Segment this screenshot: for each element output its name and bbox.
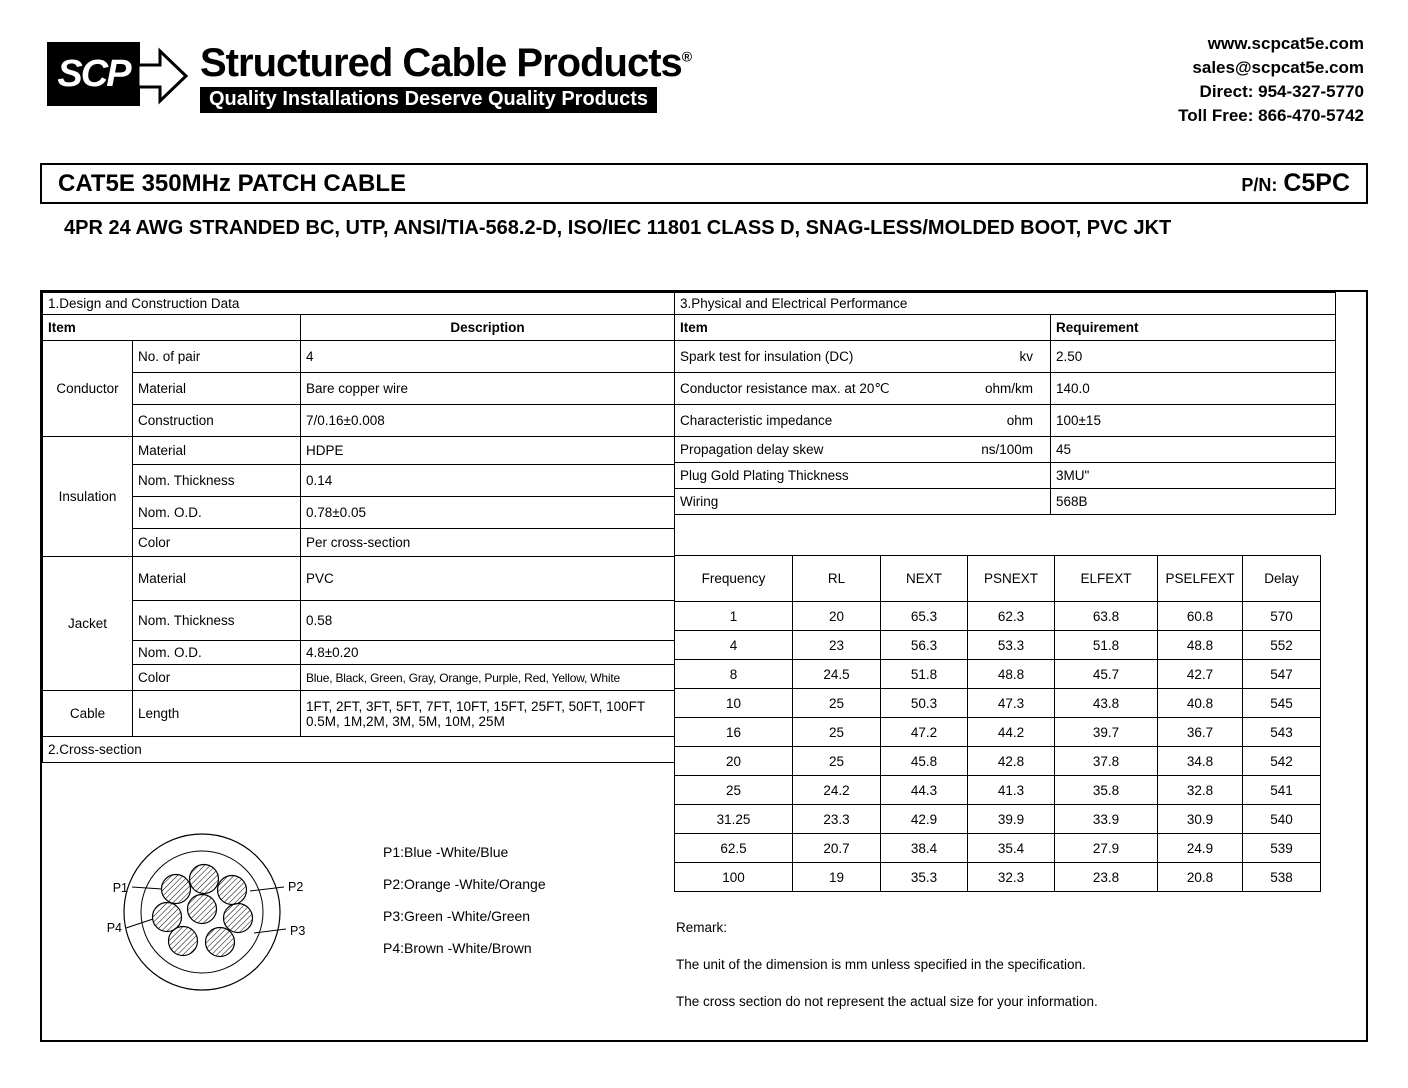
perf-value-cell: 31.25 [675, 805, 793, 834]
design-item-cell: Color [133, 665, 301, 691]
brand-name [200, 42, 691, 84]
design-desc-cell: Per cross-section [301, 529, 675, 557]
perf-value-cell: 44.3 [881, 776, 968, 805]
part-number [1241, 169, 1350, 198]
perf-value-cell: 552 [1243, 631, 1321, 660]
brand-block [200, 42, 691, 113]
main-frame [40, 290, 1368, 1042]
perf-value-cell: 40.8 [1158, 689, 1243, 718]
physical-item-cell [675, 437, 1051, 463]
contact-tollfree-phone: Toll Free: 866-470-5742 [1178, 106, 1364, 125]
perf-value-cell: 19 [793, 863, 881, 892]
perf-value-cell: 543 [1243, 718, 1321, 747]
perf-header-delay: Delay [1243, 556, 1321, 602]
physical-item-cell [675, 463, 1051, 489]
registered-mark: ® [681, 48, 692, 65]
perf-value-cell: 541 [1243, 776, 1321, 805]
header-logo-area [47, 42, 691, 113]
perf-value-cell: 35.3 [881, 863, 968, 892]
perf-value-cell: 25 [793, 747, 881, 776]
pair-label-p3: P3 [290, 924, 306, 938]
remark-label: Remark: [676, 920, 728, 935]
design-desc-cell: 0.78±0.05 [301, 497, 675, 529]
perf-value-cell: 51.8 [1055, 631, 1158, 660]
contact-info [1178, 32, 1364, 128]
title-bar [40, 163, 1368, 204]
section-title-physical: 3.Physical and Electrical Performance [675, 293, 1336, 315]
perf-value-cell: 32.8 [1158, 776, 1243, 805]
legend-line-p3: P3:Green -White/Green [383, 908, 531, 924]
perf-value-cell: 8 [675, 660, 793, 689]
perf-value-cell: 50.3 [881, 689, 968, 718]
physical-item-label: Characteristic impedance [680, 413, 833, 428]
perf-value-cell: 570 [1243, 602, 1321, 631]
perf-value-cell: 25 [793, 689, 881, 718]
design-group-conductor: Conductor [43, 341, 133, 437]
pair-color-legend [383, 844, 546, 972]
physical-header-requirement: Requirement [1051, 315, 1336, 341]
perf-value-cell: 42.9 [881, 805, 968, 834]
physical-item-label: Propagation delay skew [680, 442, 824, 457]
perf-value-cell: 35.8 [1055, 776, 1158, 805]
physical-performance-table [674, 292, 1336, 515]
scp-logo [47, 42, 140, 106]
perf-value-cell: 35.4 [968, 834, 1055, 863]
physical-req-cell: 568B [1051, 489, 1336, 515]
design-item-cell: Color [133, 529, 301, 557]
design-construction-table [42, 292, 675, 763]
perf-value-cell: 36.7 [1158, 718, 1243, 747]
perf-value-cell: 62.5 [675, 834, 793, 863]
perf-value-cell: 16 [675, 718, 793, 747]
perf-header-rl: RL [793, 556, 881, 602]
perf-value-cell: 42.7 [1158, 660, 1243, 689]
physical-item-label: Spark test for insulation (DC) [680, 349, 854, 364]
perf-value-cell: 545 [1243, 689, 1321, 718]
perf-value-cell: 33.9 [1055, 805, 1158, 834]
design-item-cell: Material [133, 373, 301, 405]
design-group-jacket: Jacket [43, 557, 133, 691]
design-item-cell: Nom. O.D. [133, 641, 301, 665]
pair-label-p2: P2 [288, 880, 304, 894]
perf-value-cell: 47.2 [881, 718, 968, 747]
perf-value-cell: 25 [675, 776, 793, 805]
design-desc-cell: HDPE [301, 437, 675, 465]
perf-value-cell: 48.8 [1158, 631, 1243, 660]
perf-header-elfext: ELFEXT [1055, 556, 1158, 602]
part-number-label: P/N: [1241, 175, 1278, 195]
physical-item-cell [675, 405, 1051, 437]
perf-value-cell: 48.8 [968, 660, 1055, 689]
design-desc-cell: 0.14 [301, 465, 675, 497]
design-desc-cell: 7/0.16±0.008 [301, 405, 675, 437]
perf-header-next: NEXT [881, 556, 968, 602]
perf-value-cell: 34.8 [1158, 747, 1243, 776]
legend-line-p1: P1:Blue -White/Blue [383, 844, 509, 860]
cable-length-line1: 1FT, 2FT, 3FT, 5FT, 7FT, 10FT, 15FT, 25FT, 50FT, 100FT [306, 698, 646, 714]
physical-req-cell: 2.50 [1051, 341, 1336, 373]
frequency-performance-table [674, 555, 1321, 892]
perf-value-cell: 32.3 [968, 863, 1055, 892]
physical-req-cell: 45 [1051, 437, 1336, 463]
perf-header-pselfext: PSELFEXT [1158, 556, 1243, 602]
perf-value-cell: 65.3 [881, 602, 968, 631]
perf-value-cell: 20 [675, 747, 793, 776]
perf-value-cell: 24.9 [1158, 834, 1243, 863]
physical-item-cell [675, 341, 1051, 373]
perf-value-cell: 24.5 [793, 660, 881, 689]
design-desc-cell: PVC [301, 557, 675, 601]
remark-line-2: The cross section do not represent the actual size for your information. [676, 994, 1098, 1009]
physical-unit-label: kv [1019, 349, 1033, 364]
legend-line-p4: P4:Brown -White/Brown [383, 940, 532, 956]
perf-value-cell: 20 [793, 602, 881, 631]
design-item-cell: Material [133, 437, 301, 465]
design-desc-cell: Blue, Black, Green, Gray, Orange, Purple, Red, Yellow, White [301, 665, 675, 691]
brand-tagline: Quality Installations Deserve Quality Products [200, 87, 657, 113]
brand-name-text: Structured Cable Products [200, 41, 682, 85]
perf-header-frequency: Frequency [675, 556, 793, 602]
design-item-cell: Material [133, 557, 301, 601]
perf-value-cell: 539 [1243, 834, 1321, 863]
design-item-cell: Nom. Thickness [133, 465, 301, 497]
perf-value-cell: 44.2 [968, 718, 1055, 747]
physical-unit-label: ns/100m [981, 442, 1033, 457]
section-title-design: 1.Design and Construction Data [43, 293, 675, 315]
perf-value-cell: 39.9 [968, 805, 1055, 834]
perf-value-cell: 547 [1243, 660, 1321, 689]
perf-value-cell: 47.3 [968, 689, 1055, 718]
perf-value-cell: 10 [675, 689, 793, 718]
design-header-item: Item [43, 315, 301, 341]
perf-value-cell: 20.8 [1158, 863, 1243, 892]
contact-website: www.scpcat5e.com [1207, 34, 1364, 53]
design-group-cable: Cable [43, 691, 133, 737]
perf-value-cell: 23.3 [793, 805, 881, 834]
perf-value-cell: 39.7 [1055, 718, 1158, 747]
perf-value-cell: 538 [1243, 863, 1321, 892]
perf-value-cell: 53.3 [968, 631, 1055, 660]
perf-value-cell: 4 [675, 631, 793, 660]
perf-value-cell: 43.8 [1055, 689, 1158, 718]
design-desc-cell [301, 691, 675, 737]
perf-value-cell: 100 [675, 863, 793, 892]
design-item-cell: No. of pair [133, 341, 301, 373]
physical-unit-label: ohm [1006, 413, 1033, 428]
physical-header-item: Item [675, 315, 1051, 341]
perf-value-cell: 24.2 [793, 776, 881, 805]
design-desc-cell: 4.8±0.20 [301, 641, 675, 665]
contact-email: sales@scpcat5e.com [1192, 58, 1364, 77]
design-item-cell: Nom. O.D. [133, 497, 301, 529]
design-item-cell: Nom. Thickness [133, 601, 301, 641]
perf-value-cell: 540 [1243, 805, 1321, 834]
physical-unit-label: ohm/km [984, 380, 1033, 396]
physical-item-label: Conductor resistance max. at 20℃ [680, 380, 890, 396]
contact-direct-phone: Direct: 954-327-5770 [1199, 82, 1364, 101]
perf-value-cell: 56.3 [881, 631, 968, 660]
design-desc-cell: 0.58 [301, 601, 675, 641]
design-header-description: Description [301, 315, 675, 341]
right-column [674, 292, 1366, 1040]
design-desc-cell: 4 [301, 341, 675, 373]
physical-item-cell [675, 489, 1051, 515]
perf-value-cell: 63.8 [1055, 602, 1158, 631]
product-title: CAT5E 350MHz PATCH CABLE [58, 169, 407, 197]
perf-value-cell: 45.8 [881, 747, 968, 776]
perf-value-cell: 20.7 [793, 834, 881, 863]
perf-value-cell: 45.7 [1055, 660, 1158, 689]
legend-line-p2: P2:Orange -White/Orange [383, 876, 546, 892]
physical-item-label: Wiring [680, 494, 719, 509]
arrow-right-icon [136, 44, 190, 108]
remark-section [676, 920, 1098, 1009]
perf-value-cell: 30.9 [1158, 805, 1243, 834]
perf-value-cell: 51.8 [881, 660, 968, 689]
perf-header-psnext: PSNEXT [968, 556, 1055, 602]
part-number-value: C5PC [1283, 169, 1350, 197]
perf-value-cell: 1 [675, 602, 793, 631]
scp-logo-text: SCP [57, 52, 130, 95]
design-item-cell: Length [133, 691, 301, 737]
perf-value-cell: 38.4 [881, 834, 968, 863]
physical-req-cell: 140.0 [1051, 373, 1336, 405]
remark-line-1: The unit of the dimension is mm unless specified in the specification. [676, 957, 1086, 972]
cable-cross-section-diagram [52, 797, 372, 1027]
physical-item-label: Plug Gold Plating Thickness [680, 468, 849, 483]
perf-value-cell: 42.8 [968, 747, 1055, 776]
physical-req-cell: 3MU" [1051, 463, 1336, 489]
physical-req-cell: 100±15 [1051, 405, 1336, 437]
perf-value-cell: 27.9 [1055, 834, 1158, 863]
perf-value-cell: 60.8 [1158, 602, 1243, 631]
perf-value-cell: 23 [793, 631, 881, 660]
design-item-cell: Construction [133, 405, 301, 437]
perf-value-cell: 23.8 [1055, 863, 1158, 892]
cable-length-line2: 0.5M, 1M,2M, 3M, 5M, 10M, 25M [306, 713, 505, 729]
design-desc-cell: Bare copper wire [301, 373, 675, 405]
product-subtitle: 4PR 24 AWG STRANDED BC, UTP, ANSI/TIA-568.2-D, ISO/IEC 11801 CLASS D, SNAG-LESS/MOLDED BOOT, PVC JKT [64, 217, 1172, 239]
perf-value-cell: 62.3 [968, 602, 1055, 631]
perf-value-cell: 542 [1243, 747, 1321, 776]
pair-label-p1: P1 [112, 881, 128, 895]
perf-value-cell: 41.3 [968, 776, 1055, 805]
left-column [42, 292, 674, 1040]
perf-value-cell: 37.8 [1055, 747, 1158, 776]
physical-item-cell [675, 373, 1051, 405]
design-group-insulation: Insulation [43, 437, 133, 557]
perf-value-cell: 25 [793, 718, 881, 747]
section-title-cross-section: 2.Cross-section [43, 737, 675, 763]
pair-label-p4: P4 [106, 921, 122, 935]
